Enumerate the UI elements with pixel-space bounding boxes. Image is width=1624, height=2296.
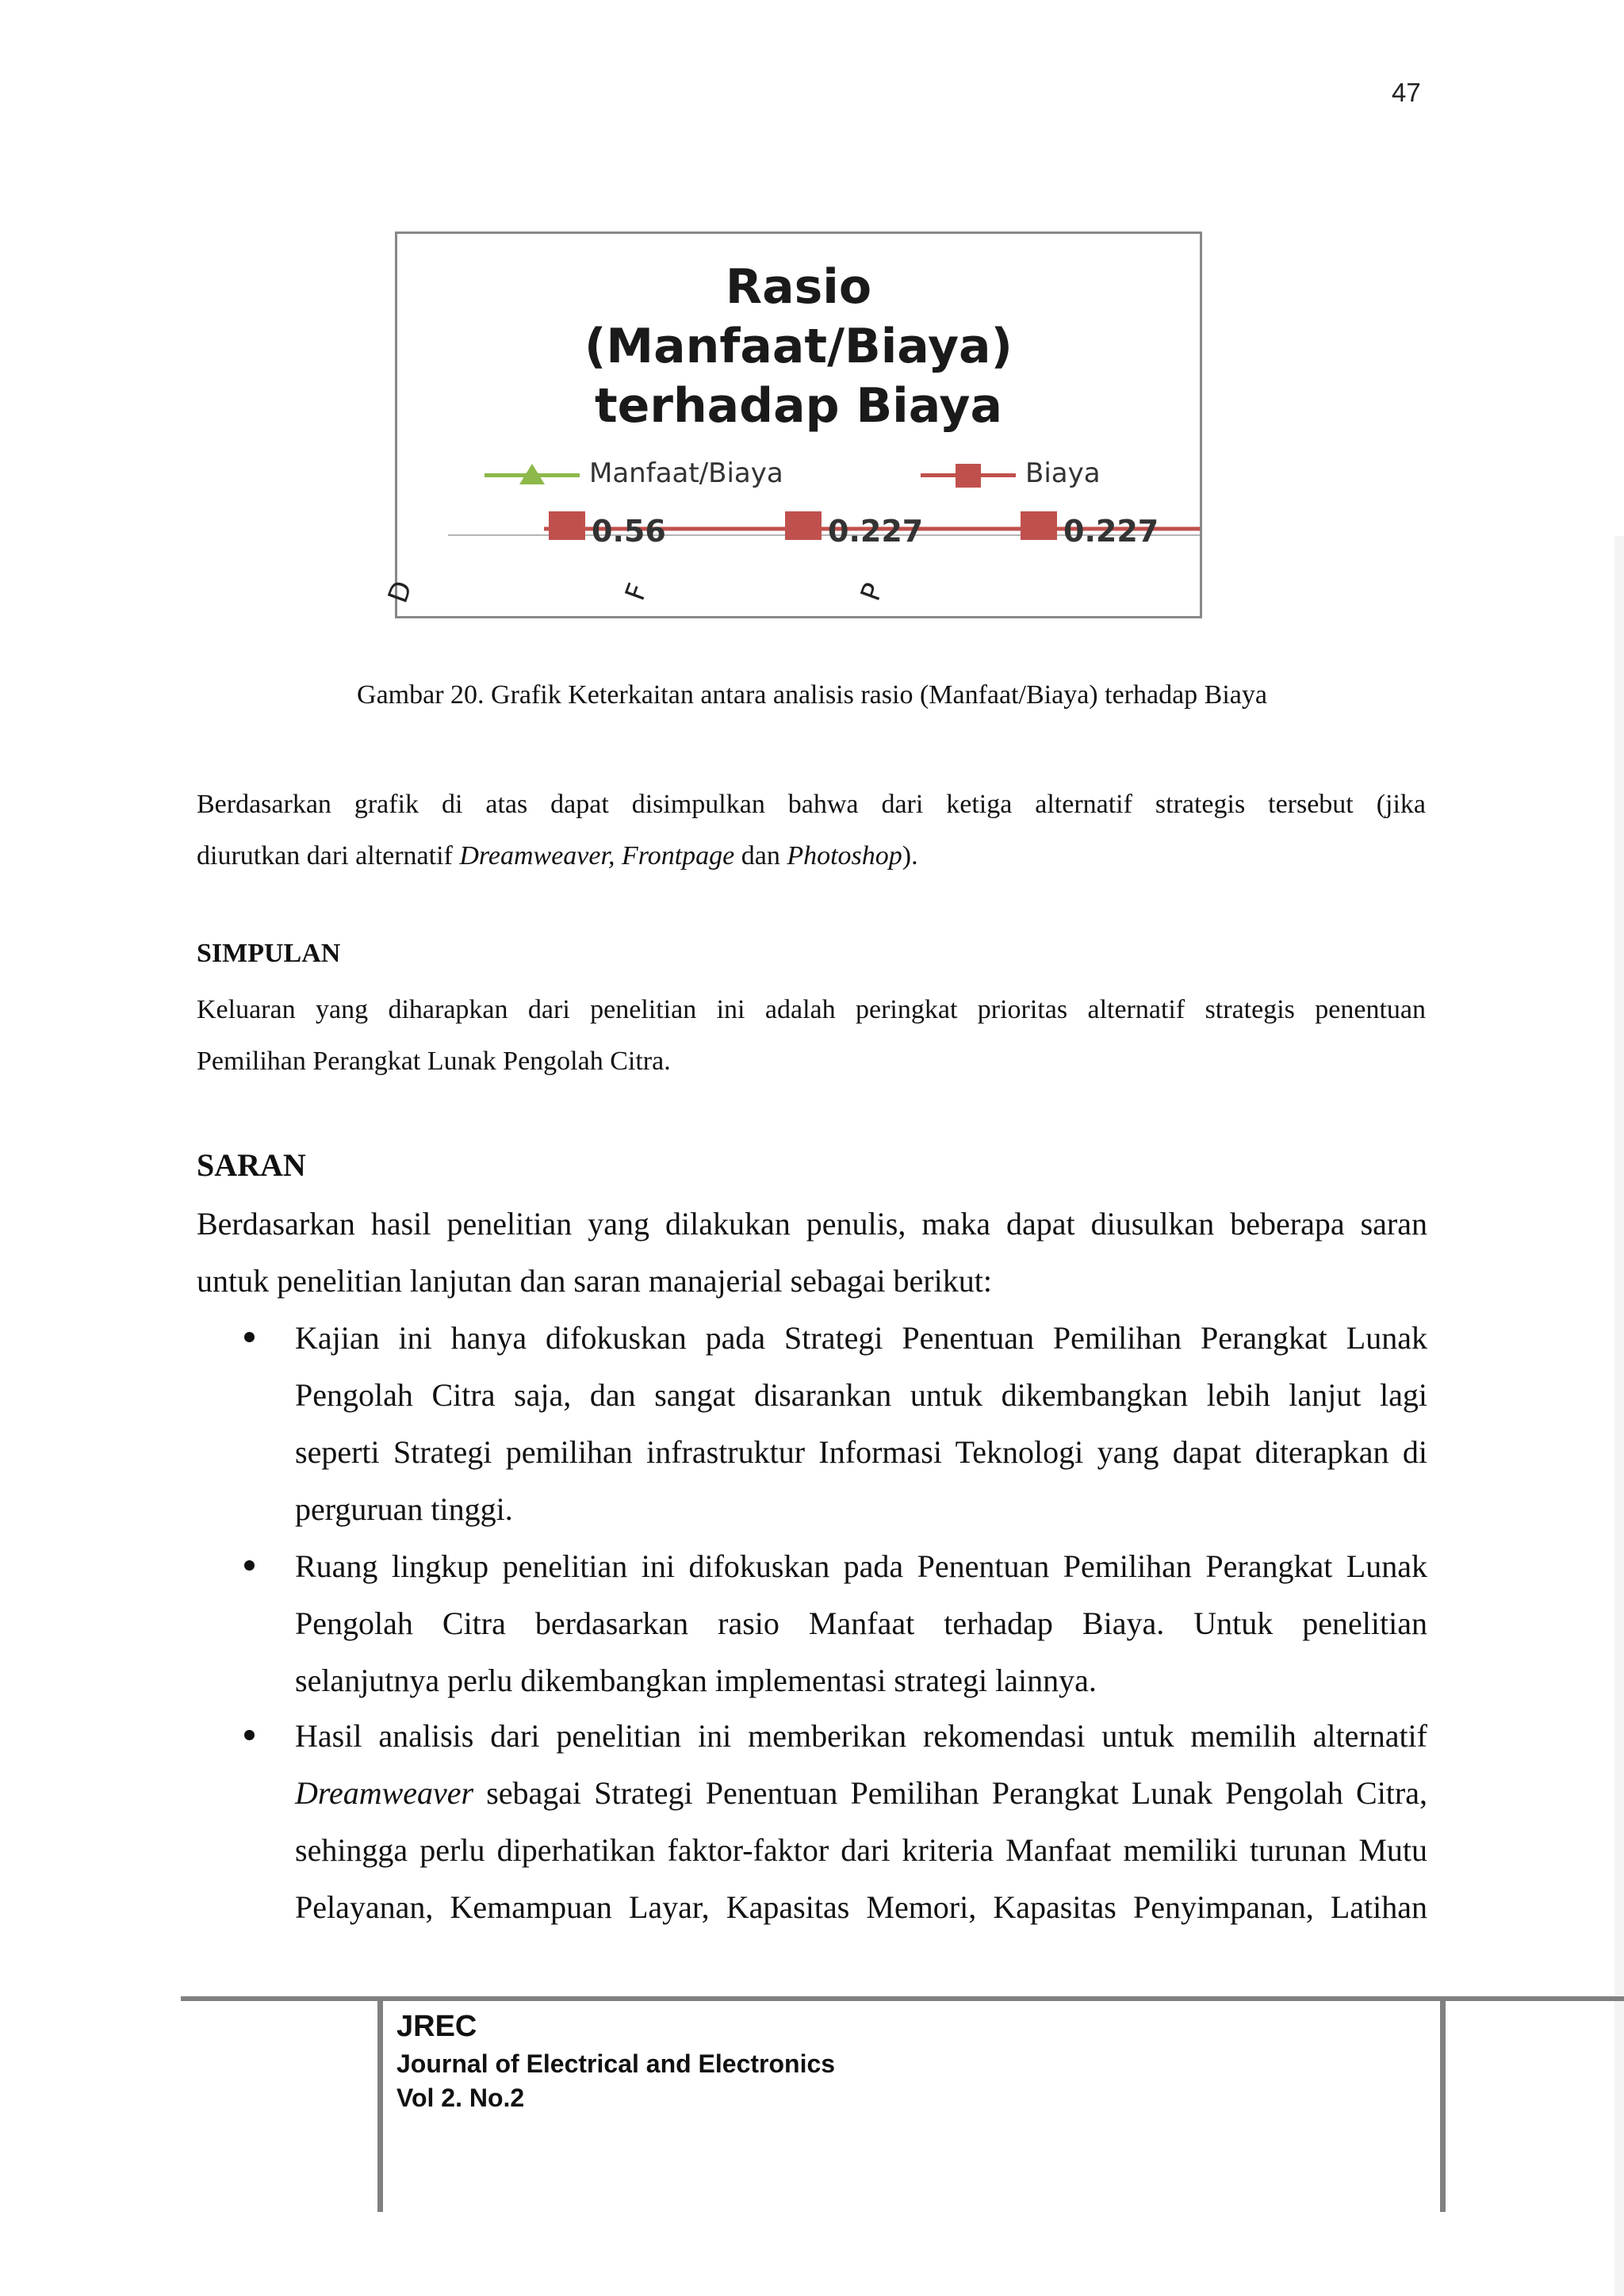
footer-journal-name: Journal of Electrical and Electronics xyxy=(396,2049,836,2078)
list-item xyxy=(197,1310,1427,1538)
data-label-biaya: 0.227 xyxy=(828,514,924,549)
footer-volume: Vol 2. No.2 xyxy=(396,2084,525,2112)
list-line: Kajian ini hanya difokuskan pada Strategi Penentuan Pemilihan Perangkat Lunak xyxy=(295,1320,1427,1356)
footer-right-border xyxy=(1440,1996,1446,2212)
simpulan-heading: SIMPULAN xyxy=(197,939,341,968)
intro-text: ). xyxy=(902,841,918,871)
bullet-icon xyxy=(244,1560,255,1571)
list-italic: Dreamweaver xyxy=(295,1775,474,1811)
list-item xyxy=(197,1538,1427,1709)
list-item-text xyxy=(295,1708,1427,1936)
data-point-biaya xyxy=(1021,511,1057,540)
list-line: Hasil analisis dari penelitian ini memberikan rekomendasi untuk memilih alternatif xyxy=(295,1718,1427,1754)
data-label-biaya: 0.56 xyxy=(592,514,666,549)
page-edge-shadow xyxy=(1614,536,1624,2296)
list-line: selanjutnya perlu dikembangkan implementasi strategi lainnya. xyxy=(295,1663,1097,1698)
list-item xyxy=(197,1708,1427,1936)
x-tick-label: P xyxy=(854,579,891,606)
list-line: perguruan tinggi. xyxy=(295,1491,513,1527)
chart-figure xyxy=(381,232,1202,618)
list-line: Pelayanan, Kemampuan Layar, Kapasitas Memori, Kapasitas Penyimpanan, Latihan xyxy=(295,1889,1427,1925)
footer-journal-abbrev: JREC xyxy=(396,2010,477,2043)
bullet-icon xyxy=(244,1730,255,1740)
x-tick-label: D xyxy=(381,576,419,607)
legend-label-biaya: Biaya xyxy=(1025,457,1101,489)
intro-line xyxy=(197,830,1426,882)
simpulan-line: Keluaran yang diharapkan dari penelitian ini adalah peringkat prioritas alternatif strategis penentuan xyxy=(197,995,1426,1024)
chart-plot xyxy=(381,234,1200,616)
list-line: Pengolah Citra saja, dan sangat disarankan untuk dikembangkan lebih lanjut lagi xyxy=(295,1377,1427,1413)
saran-paragraph xyxy=(197,1196,1427,1310)
intro-text: diurutkan dari alternatif xyxy=(197,841,460,871)
saran-line: Berdasarkan hasil penelitian yang dilakukan penulis, maka dapat diusulkan beberapa saran xyxy=(197,1206,1427,1242)
chart-title-line: (Manfaat/Biaya) xyxy=(584,319,1013,374)
list-line: seperti Strategi pemilihan infrastruktur Informasi Teknologi yang dapat diterapkan di xyxy=(295,1434,1427,1470)
saran-line: untuk penelitian lanjutan dan saran manajerial sebagai berikut: xyxy=(197,1263,992,1299)
data-label-biaya: 0.227 xyxy=(1063,514,1159,549)
simpulan-paragraph xyxy=(197,984,1426,1087)
list-item-text xyxy=(295,1310,1427,1538)
chart-title-line: Rasio xyxy=(725,259,872,315)
data-point-biaya xyxy=(549,511,585,540)
intro-italic: Dreamweaver, Frontpage xyxy=(459,841,735,871)
list-line: Pengolah Citra berdasarkan rasio Manfaat terhadap Biaya. Untuk penelitian xyxy=(295,1605,1427,1641)
intro-italic: Photoshop xyxy=(787,841,902,871)
footer-left-border xyxy=(377,1996,383,2212)
list-line: Ruang lingkup penelitian ini difokuskan pada Penentuan Pemilihan Perangkat Lunak xyxy=(295,1548,1427,1584)
list-line xyxy=(295,1765,1427,1822)
chart-title-line: terhadap Biaya xyxy=(595,378,1002,434)
list-item-text xyxy=(295,1538,1427,1709)
legend-label-manfaat: Manfaat/Biaya xyxy=(589,457,783,489)
list-line: sehingga perlu diperhatikan faktor-faktor dari kriteria Manfaat memiliki turunan Mutu xyxy=(295,1832,1427,1868)
intro-line: Berdasarkan grafik di atas dapat disimpulkan bahwa dari ketiga alternatif strategis tersebut (jika xyxy=(197,790,1426,819)
simpulan-line: Pemilihan Perangkat Lunak Pengolah Citra. xyxy=(197,1047,671,1076)
bullet-icon xyxy=(244,1332,255,1342)
page-number: 47 xyxy=(1392,78,1421,107)
saran-heading: SARAN xyxy=(197,1147,306,1183)
footer-divider xyxy=(181,1996,1624,2001)
data-point-biaya xyxy=(785,511,822,540)
list-text: sebagai Strategi Penentuan Pemilihan Perangkat Lunak Pengolah Citra, xyxy=(473,1775,1427,1811)
intro-text: dan xyxy=(734,841,787,871)
x-tick-label: F xyxy=(619,579,655,605)
intro-paragraph xyxy=(197,779,1426,882)
figure-caption: Gambar 20. Grafik Keterkaitan antara analisis rasio (Manfaat/Biaya) terhadap Biaya xyxy=(357,680,1267,710)
